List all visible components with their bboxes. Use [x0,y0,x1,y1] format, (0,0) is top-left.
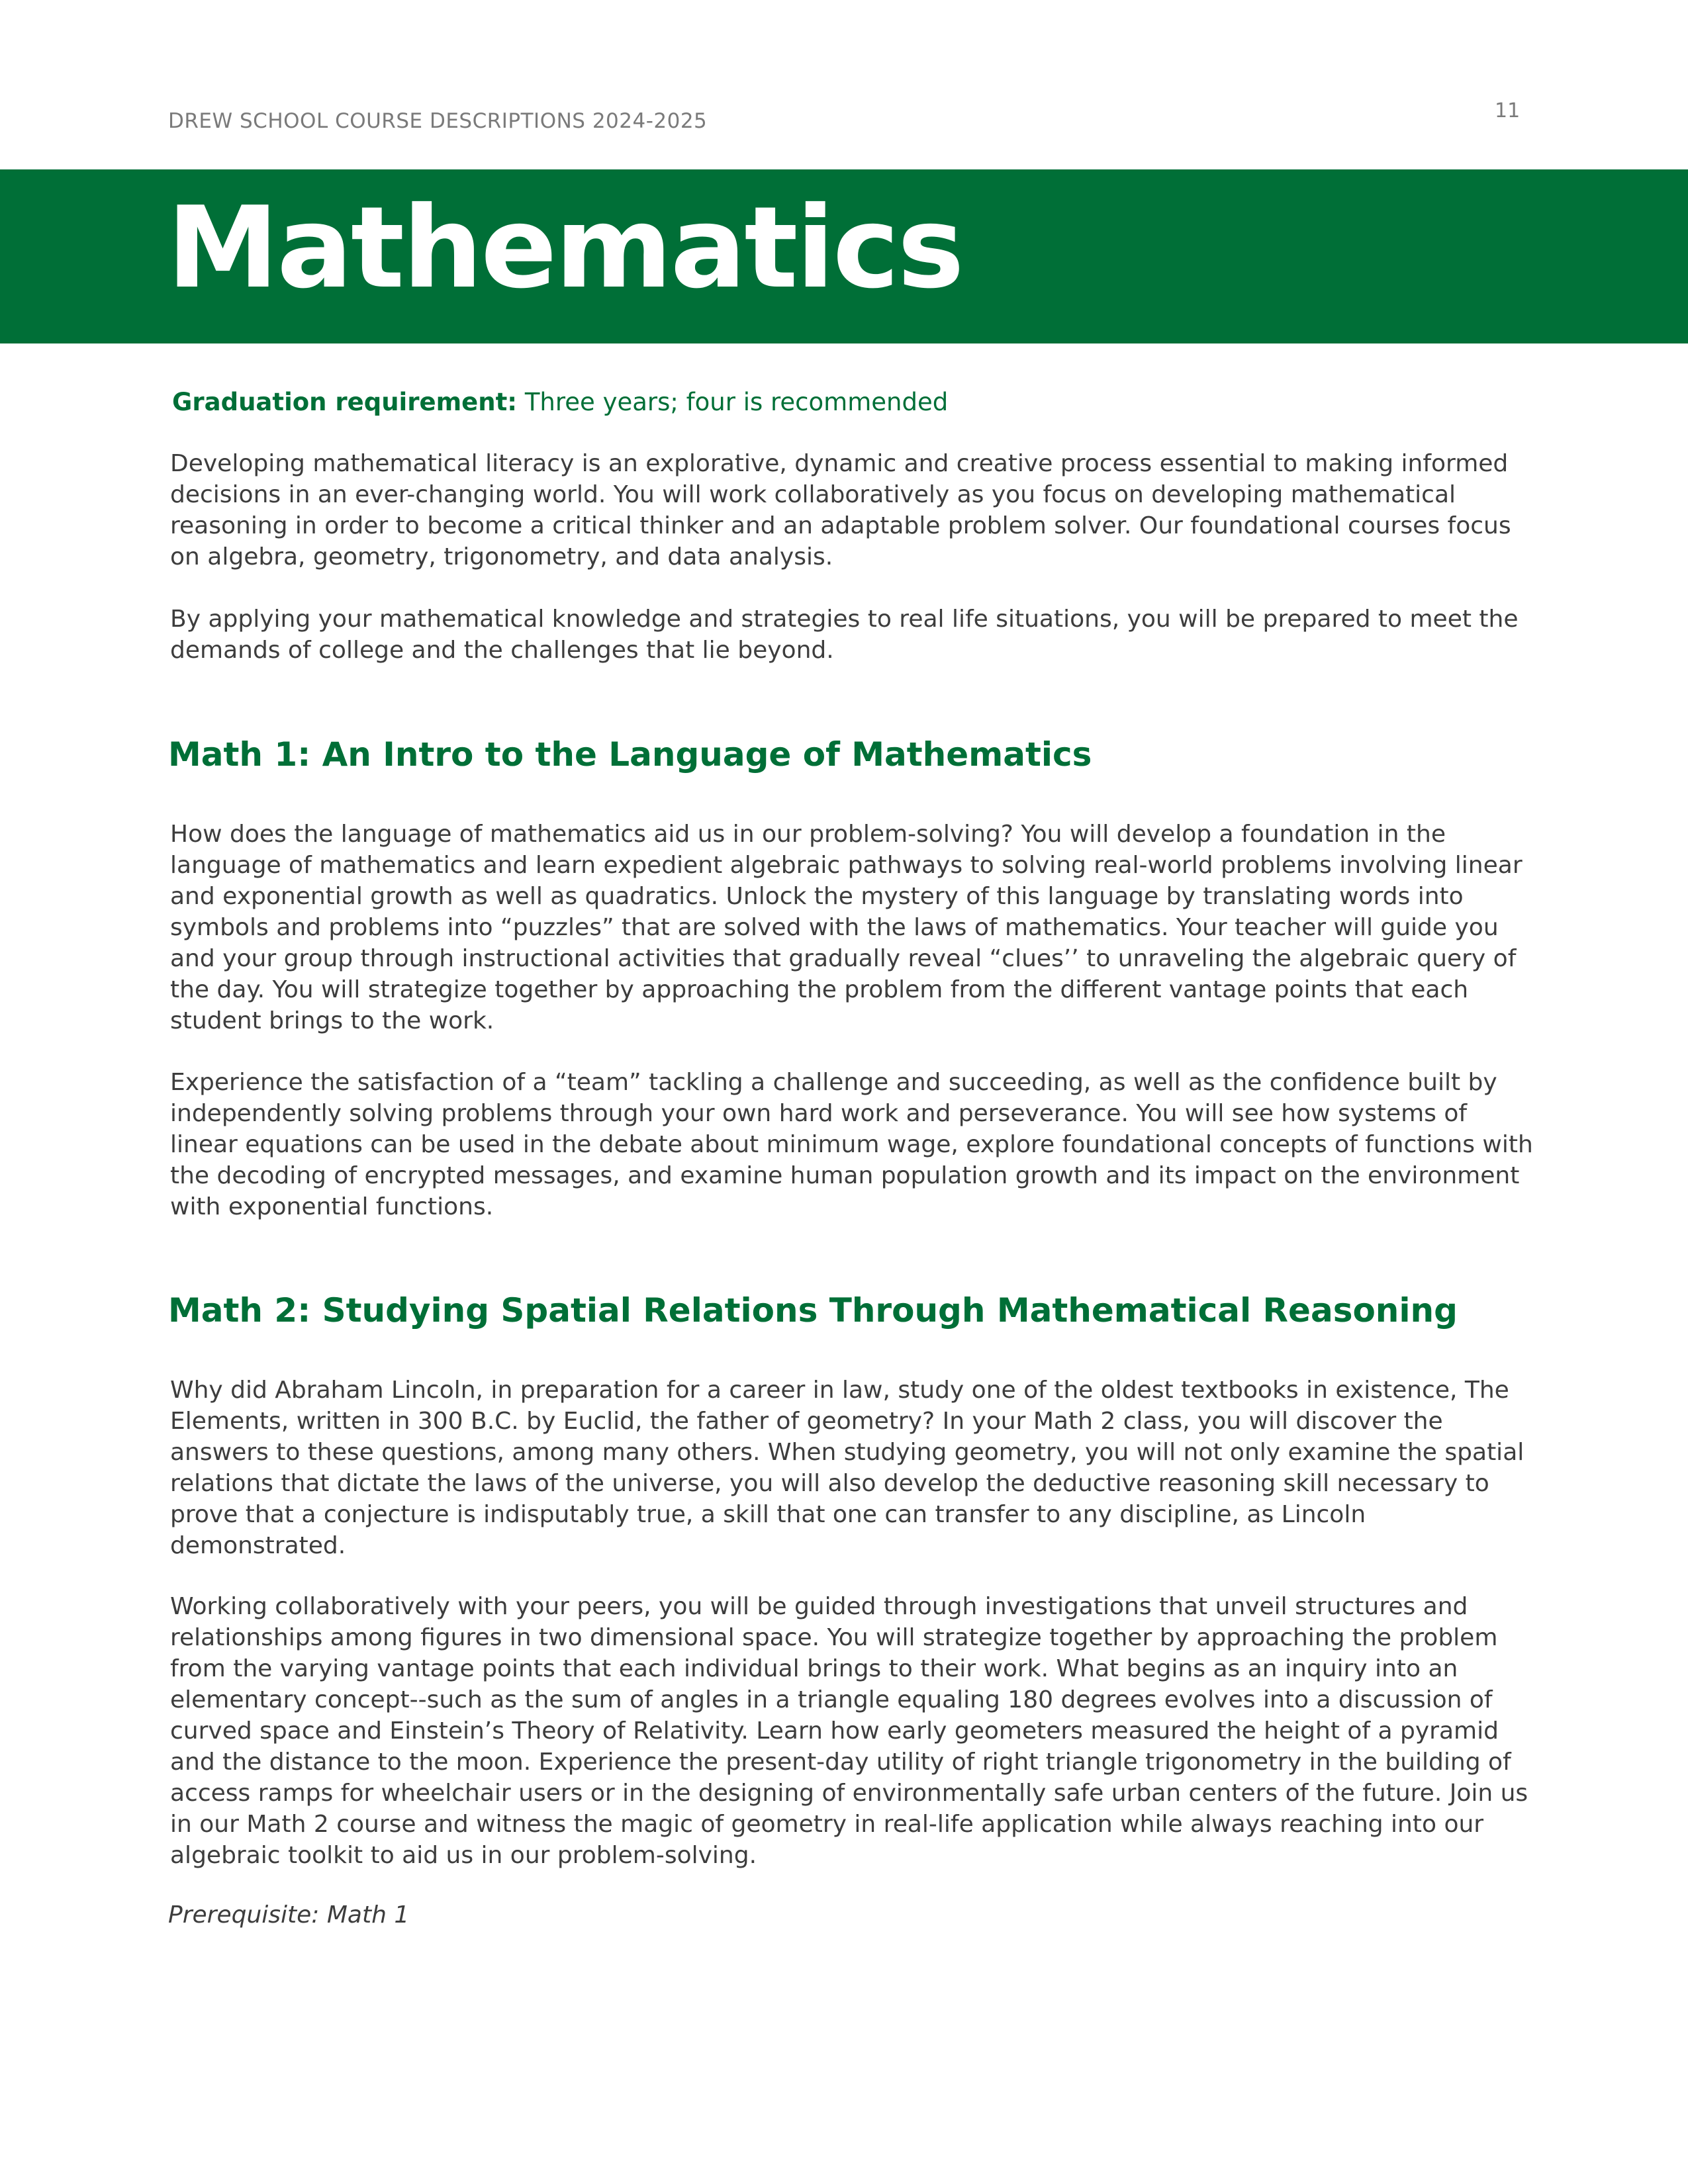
course-paragraph: Working collaboratively with your peers, you will be guided through investigations that unveil structures and relationships among figures in two dimensional space. You will strategize together by approaching the problem from the varying vantage points that each individual brings to their work. What begins as an inquiry into an elementary concept--such as the sum of angles in a triangle equaling 180 degrees evolves into a discussion of curved space and Einstein’s Theory of Relativity. Learn how early geometers measured the height of a pyramid and the distance to the moon. Experience the present-day utility of right triangle trigonometry in the building of access ramps for wheelchair users or in the designing of environmentally safe urban centers of the future. Join us in our Math 2 course and witness the magic of geometry in real-life application while always reaching into our algebraic toolkit to aid us in our problem-solving. [170,1593,1528,1869]
graduation-requirement-label: Graduation requirement: [172,388,518,416]
intro-paragraph: By applying your mathematical knowledge and strategies to real life situations, you will be prepared to meet the demands of college and the challenges that lie beyond. [170,606,1519,664]
course-paragraph: How does the language of mathematics aid us in our problem-solving? You will develop a foundation in the language of mathematics and learn expedient algebraic pathways to solving real-world problems involving linear and exponential growth as well as quadratics. Unlock the mystery of this language by translating words into symbols and problems into “puzzles” that are solved with the laws of mathematics. Your teacher will guide you and your group through instructional activities that gradually reveal “clues’’ to unraveling the algebraic query of the day. You will strategize together by approaching the problem from the different vantage points that each student brings to the work. [170,821,1523,1034]
course-paragraph: Why did Abraham Lincoln, in preparation for a career in law, study one of the oldest textbooks in existence, The Elements, written in 300 B.C. by Euclid, the father of geometry? In your Math 2 class, you will discover the answers to these questions, among many others. When studying geometry, you will not only examine the spatial relations that dictate the laws of the universe, you will also develop the deductive reasoning skill necessary to prove that a conjecture is indisputably true, a skill that one can transfer to any discipline, as Lincoln demonstrated. [170,1377,1524,1559]
prerequisite-note: Prerequisite: Math 1 [168,1901,410,1929]
page-title: Mathematics [167,183,962,314]
course-heading-math-2: Math 2: Studying Spatial Relations Through Mathematical Reasoning [168,1291,1458,1330]
page-number: 11 [1495,99,1521,122]
running-header: DREW SCHOOL COURSE DESCRIPTIONS 2024-2025 [168,109,708,133]
course-paragraph: Experience the satisfaction of a “team” tackling a challenge and succeeding, as well as the confidence built by independently solving problems through your own hard work and perseverance. You will see how systems of linear equations can be used in the debate about minimum wage, explore foundational concepts of functions with the decoding of encrypted messages, and examine human population growth and its impact on the environment with exponential functions. [170,1069,1533,1220]
intro-paragraph: Developing mathematical literacy is an explorative, dynamic and creative process essential to making informed decisions in an ever-changing world. You will work collaboratively as you focus on developing mathematical reasoning in order to become a critical thinker and an adaptable problem solver. Our foundational courses focus on algebra, geometry, trigonometry, and data analysis. [170,450,1511,570]
graduation-requirement-value: Three years; four is recommended [517,388,949,416]
graduation-requirement [172,388,948,416]
course-heading-math-1: Math 1: An Intro to the Language of Mathematics [168,735,1092,774]
